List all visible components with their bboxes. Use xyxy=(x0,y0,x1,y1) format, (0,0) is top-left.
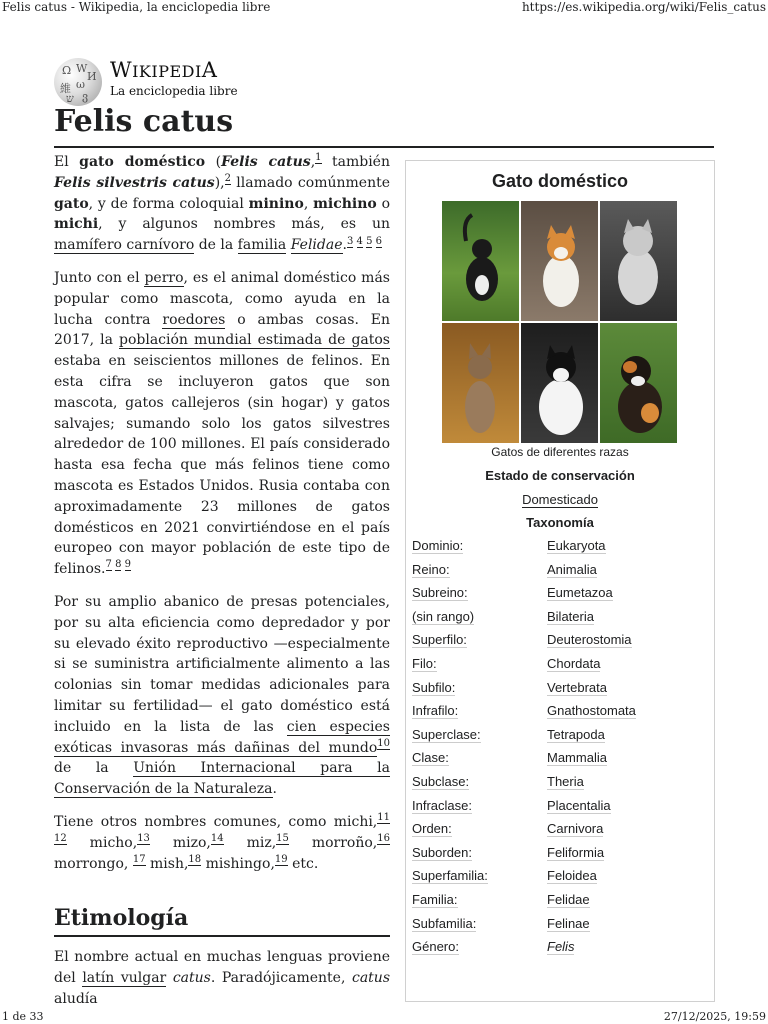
tagline: La enciclopedia libre xyxy=(110,84,238,98)
paragraph-names: Tiene otros nombres comunes, como michi,$^{11 12}$ micho,$^{13}$ mizo,$^{14}$ miz,$^{15}$ morroño,$^{16}$ morrongo, $^{17}$ mish,$^{18}$ mishingo,$^{19}$ etc. xyxy=(54,812,390,872)
link-roedores[interactable]: roedores xyxy=(162,311,226,328)
taxonomy-rank-value[interactable]: Theria xyxy=(547,774,584,789)
taxonomy-rank-value[interactable]: Eukaryota xyxy=(547,538,606,553)
reference-link[interactable]: 19 xyxy=(274,853,288,865)
reference-link[interactable]: 11 xyxy=(377,812,390,824)
taxonomy-rank-label[interactable]: Subreino: xyxy=(412,585,468,601)
wordmark: WIKIPEDIA xyxy=(110,58,218,82)
infobox-title: Gato doméstico xyxy=(491,171,629,191)
section-heading-etimologia: Etimología xyxy=(54,905,189,932)
cat-photo-grey-longhair[interactable] xyxy=(600,201,677,321)
link-domesticado[interactable]: Domesticado xyxy=(522,492,598,507)
paragraph-etymology: El nombre actual en muchas lenguas proviene del latín vulgar catus. Paradójicamente, catus aludía xyxy=(54,949,390,1007)
title-divider xyxy=(54,146,714,148)
conservation-status xyxy=(406,492,714,507)
taxonomy-row xyxy=(412,892,708,910)
taxonomy-rank-label[interactable]: Reino: xyxy=(412,561,450,577)
taxonomy-row xyxy=(412,680,708,698)
conservation-header: Estado de conservación xyxy=(485,468,635,483)
taxonomy-row xyxy=(412,656,708,674)
taxonomy-row xyxy=(412,916,708,934)
taxonomy-rank-value[interactable]: Placentalia xyxy=(547,797,611,813)
taxonomy-row xyxy=(412,750,708,768)
page-url: https://es.wikipedia.org/wiki/Felis_catus xyxy=(521,0,766,14)
taxonomy-header: Taxonomía xyxy=(526,515,594,530)
page-indicator: 1 de 33 xyxy=(2,1010,44,1023)
article-body xyxy=(54,152,390,1021)
taxonomy-row xyxy=(412,632,708,650)
cat-photo-calico[interactable] xyxy=(600,323,677,443)
reference-link[interactable]: 3 xyxy=(346,235,354,247)
taxonomy-row xyxy=(412,774,708,792)
taxonomy-rank-value[interactable]: Feliformia xyxy=(547,844,605,860)
taxonomy-rank-label[interactable]: (sin rango) xyxy=(412,608,475,624)
taxonomy-rank-label[interactable]: Clase: xyxy=(412,750,449,766)
reference-link[interactable]: 12 xyxy=(54,833,67,845)
page-title: Felis catus - Wikipedia, la enciclopedia libre xyxy=(2,0,271,14)
taxonomy-rank-value[interactable]: Feloidea xyxy=(547,868,597,884)
taxonomy-row xyxy=(412,939,708,957)
reference-link[interactable]: 17 xyxy=(132,853,146,865)
taxonomy-rank-label[interactable]: Subclase: xyxy=(412,774,470,789)
infobox xyxy=(405,160,715,1002)
paragraph-invasive: Por su amplio abanico de presas potenciales, por su alta eficiencia como depredador y por su elevado éxito reproductivo —especialmente si se suministra artificialmente alimento a las colonias sin tomar medidas adicionales para limitar su fertilidad— el gato doméstico está incluido en la lista de las cien especies exóticas invasoras más dañinas del mundo$^{10}$ de la Unión Internacional para la Conservación de la Naturaleza. xyxy=(54,593,390,798)
cat-image-gallery xyxy=(442,201,678,443)
wikipedia-logo[interactable] xyxy=(54,56,254,106)
taxonomy-rank-value[interactable]: Carnivora xyxy=(547,821,604,837)
taxonomy-rank-value[interactable]: Mammalia xyxy=(547,750,607,766)
taxonomy-rank-value[interactable]: Felinae xyxy=(547,915,590,931)
reference-link[interactable]: 14 xyxy=(210,833,224,845)
taxonomy-rank-value[interactable]: Chordata xyxy=(547,656,601,671)
taxonomy-rank-label[interactable]: Infrafilo: xyxy=(412,703,459,719)
paragraph-intro: El gato doméstico (Felis catus,$^1$ también Felis silvestris catus),$^2$ llamado comúnmente gato, y de forma coloquial minino, michino o michi, y algunos nombres más, es un mamífero carnívoro de la familia Felidae.$^{3 4 5 6}$ xyxy=(54,152,390,254)
taxonomy-rank-value[interactable]: Eumetazoa xyxy=(547,585,613,601)
taxonomy-rank-value[interactable]: Tetrapoda xyxy=(547,726,605,742)
reference-link[interactable]: 6 xyxy=(375,235,383,247)
paragraph-population: Junto con el perro, es el animal doméstico más popular como mascota, como ayuda en la lucha contra roedores o ambas cosas. En 2017, la población mundial estimada de gatos estaba en seiscientos millones de felinos. En esta cifra se incluyeron gatos que son mascota, gatos callejeros (sin hogar) y gatos salvajes; sumando solo los gatos silvestres alrededor de 100 millones. El país considerado hasta esa fecha que más felinos tiene como mascota es Estados Unidos. Rusia contaba con aproximadamente 23 millones de gatos domésticos en 2021 convirtiéndose en el país europeo con mayor población de este tipo de felinos.$^{7 8 9}$ xyxy=(54,269,390,578)
taxonomy-rank-label[interactable]: Dominio: xyxy=(412,538,464,553)
reference-link[interactable]: 18 xyxy=(188,853,202,865)
taxonomy-row xyxy=(412,585,708,603)
taxonomy-rank-value[interactable]: Felidae xyxy=(547,892,590,907)
taxonomy-rank-label[interactable]: Familia: xyxy=(412,892,458,907)
taxonomy-rank-label[interactable]: Subfamilia: xyxy=(412,915,477,931)
link-uicn[interactable]: Unión Internacional para la Conservación de la Naturaleza xyxy=(54,760,390,798)
taxonomy-rank-label[interactable]: Orden: xyxy=(412,821,452,837)
taxonomy-row xyxy=(412,562,708,580)
taxonomy-rank-value[interactable]: Gnathostomata xyxy=(547,703,636,719)
link-cien-especies[interactable]: cien especies exóticas invasoras más dañinas del mundo xyxy=(54,718,390,756)
reference-link[interactable]: 2 xyxy=(224,173,231,185)
taxonomy-row xyxy=(412,609,708,627)
link-perro[interactable]: perro xyxy=(144,269,184,286)
cat-photo-burmese[interactable] xyxy=(442,323,519,443)
taxonomy-rank-label[interactable]: Género: xyxy=(412,939,459,955)
reference-link[interactable]: 9 xyxy=(124,559,132,571)
taxonomy-rank-value[interactable]: Deuterostomia xyxy=(547,632,632,648)
link-mamifero-carnivoro[interactable]: mamífero carnívoro xyxy=(54,237,195,254)
section-divider xyxy=(54,935,390,937)
taxonomy-row xyxy=(412,868,708,886)
puzzle-globe-icon: Ω W И 維 ω ש ვ xyxy=(54,58,102,106)
taxonomy-rank-label[interactable]: Filo: xyxy=(412,656,437,671)
taxonomy-rank-value[interactable]: Vertebrata xyxy=(547,679,607,695)
link-poblacion-mundial[interactable]: población mundial estimada de gatos xyxy=(119,332,390,349)
cat-photo-black-white[interactable] xyxy=(442,201,519,321)
reference-link[interactable]: 7 xyxy=(105,559,112,571)
taxonomy-row xyxy=(412,798,708,816)
link-felidae[interactable]: Felidae xyxy=(290,237,343,254)
taxonomy-rank-label[interactable]: Suborden: xyxy=(412,844,472,860)
taxonomy-rank-value[interactable]: Bilateria xyxy=(547,608,594,624)
gallery-caption: Gatos de diferentes razas xyxy=(491,445,629,459)
taxonomy-rank-label[interactable]: Superclase: xyxy=(412,726,481,742)
reference-link[interactable]: 8 xyxy=(115,559,122,571)
taxonomy-rank-label[interactable]: Infraclase: xyxy=(412,797,472,813)
taxonomy-rank-value[interactable]: Animalia xyxy=(547,561,597,577)
reference-link[interactable]: 5 xyxy=(366,235,373,247)
taxonomy-rank-label[interactable]: Subfilo: xyxy=(412,679,456,695)
link-familia[interactable]: familia xyxy=(237,237,287,254)
taxonomy-row xyxy=(412,821,708,839)
link-latin-vulgar[interactable]: latín vulgar xyxy=(82,969,167,986)
taxonomy-row xyxy=(412,538,708,556)
taxonomy-row xyxy=(412,727,708,745)
article-title: Felis catus xyxy=(54,104,234,139)
cat-photo-black-white-bicolor[interactable] xyxy=(521,323,598,443)
reference-link[interactable]: 16 xyxy=(377,833,390,845)
reference-link[interactable]: 10 xyxy=(377,737,390,749)
reference-link[interactable]: 1 xyxy=(315,152,322,164)
taxonomy-rank-label[interactable]: Superfilo: xyxy=(412,632,467,648)
taxonomy-rank-value[interactable]: Felis xyxy=(547,939,575,955)
reference-link[interactable]: 13 xyxy=(137,833,150,845)
reference-link[interactable]: 4 xyxy=(356,235,363,247)
print-timestamp: 27/12/2025, 19:59 xyxy=(663,1010,766,1023)
reference-link[interactable]: 15 xyxy=(276,833,289,845)
cat-photo-orange-white[interactable] xyxy=(521,201,598,321)
taxonomy-rank-label[interactable]: Superfamilia: xyxy=(412,868,488,884)
taxonomy-row xyxy=(412,845,708,863)
taxonomy-row xyxy=(412,703,708,721)
